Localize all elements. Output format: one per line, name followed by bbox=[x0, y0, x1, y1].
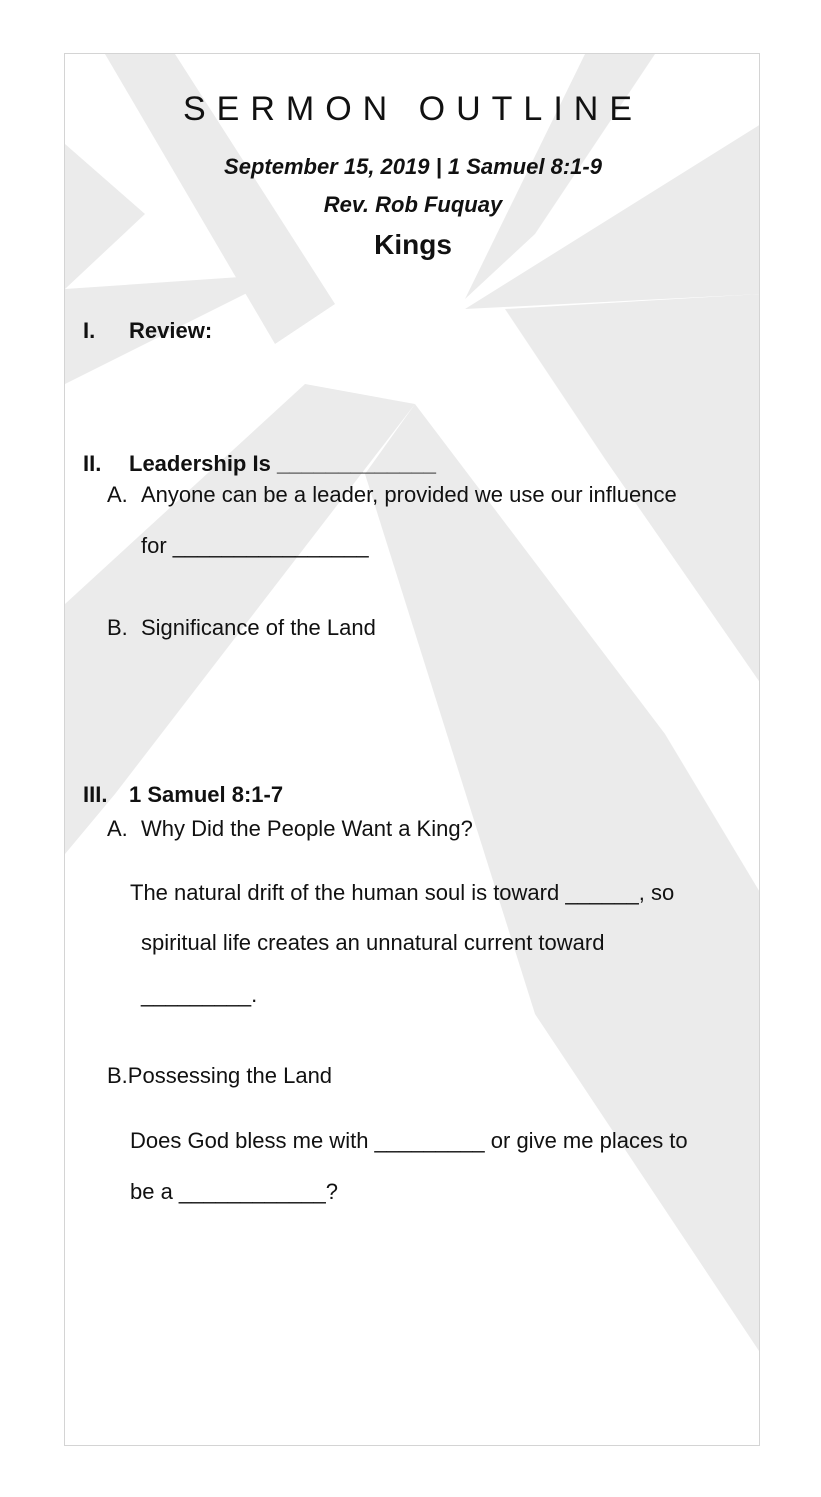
item-letter: A. bbox=[107, 816, 128, 841]
preacher-name: Rev. Rob Fuquay bbox=[323, 192, 503, 217]
page-title: SERMON OUTLINE bbox=[182, 90, 644, 128]
section-leadership bbox=[83, 451, 436, 477]
fill-in-line: for ________________ bbox=[141, 533, 369, 558]
item-text: Anyone can be a leader, provided we use our influence bbox=[141, 482, 677, 507]
section-review bbox=[83, 318, 212, 344]
item-text: Why Did the People Want a King? bbox=[141, 816, 473, 841]
sermon-title: Kings bbox=[374, 229, 452, 260]
fill-in-line: _________. bbox=[141, 982, 258, 1007]
section-title: Leadership Is _____________ bbox=[129, 451, 437, 476]
outline-item-a bbox=[107, 816, 473, 842]
section-number: III. bbox=[83, 782, 108, 807]
date-scripture: September 15, 2019 | 1 Samuel 8:1-9 bbox=[224, 154, 602, 179]
item-letter: A. bbox=[107, 482, 128, 507]
item-text: Significance of the Land bbox=[141, 615, 376, 640]
outline-item-b: B.Possessing the Land bbox=[107, 1063, 333, 1088]
section-samuel bbox=[83, 782, 283, 808]
fill-in-line: Does God bless me with _________ or give me places to bbox=[130, 1128, 688, 1153]
fill-in-line: spiritual life creates an unnatural current toward bbox=[141, 930, 605, 955]
outline-item-a bbox=[107, 482, 677, 508]
fill-in-line: be a ____________? bbox=[130, 1179, 338, 1204]
fill-in-line: The natural drift of the human soul is toward ______, so bbox=[130, 880, 675, 905]
item-letter: B. bbox=[107, 615, 128, 640]
section-title: Review: bbox=[129, 318, 213, 343]
outline-page bbox=[64, 53, 760, 1446]
outline-item-b bbox=[107, 615, 376, 641]
section-number: II. bbox=[83, 451, 102, 476]
section-number: I. bbox=[83, 318, 96, 343]
section-title: 1 Samuel 8:1-7 bbox=[129, 782, 284, 807]
